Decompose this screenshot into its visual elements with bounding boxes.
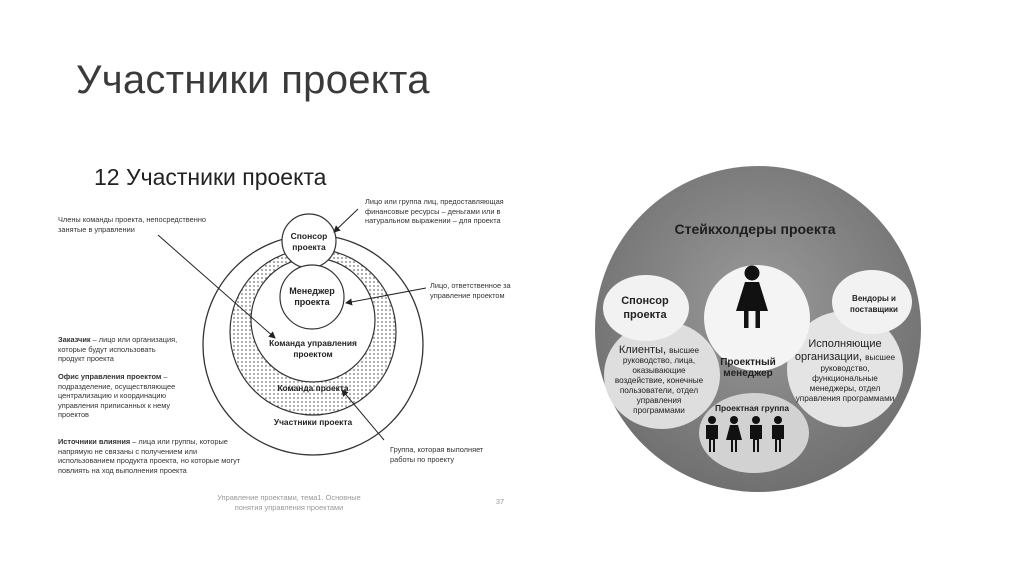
customer-definition [58, 335, 178, 364]
team-management-label: Команда управления проектом [269, 338, 357, 359]
stakeholders-diagram [582, 160, 932, 500]
pmo-definition [58, 372, 180, 420]
left-footer-caption: Управление проектами, тема1. Основные понятия управления проектами [217, 493, 361, 512]
left-diagram-title: 12 Участники проекта [94, 164, 327, 190]
clients-rest: высшее руководство, лица, оказывающие воздействие, конечные пользователи, отдел управления программами [614, 346, 704, 415]
influence-term: Источники влияния [58, 437, 131, 446]
project-manager-label: Проектный менеджер [720, 357, 776, 379]
note-manager: Лицо, ответственное за управление проектом [430, 281, 511, 300]
note-team: Группа, которая выполняет работы по проекту [390, 445, 484, 464]
pmo-def: – подразделение, осуществляющее централизацию и координацию управления приписанных к нему проектов [58, 372, 176, 420]
left-page-number: 37 [495, 497, 505, 506]
slide-title: Участники проекта [76, 58, 430, 102]
pmo-term: Офис управления проектом [58, 372, 162, 381]
sponsor-label: Спонсор проекта [290, 231, 328, 252]
influence-def: – лица или группы, которые напрямую не связаны с получением или использованием продукта проекта, но которые могут повлиять на ход выполнения проекта [58, 437, 241, 475]
stakeholders-title: Стейкхолдеры проекта [674, 221, 836, 237]
note-sponsor: Лицо или группа лиц, предоставляющая финансовые ресурсы – деньгами или в натуральном выражении – для проекта [365, 197, 504, 226]
customer-def: – лицо или организация, которые будут использовать продукт проекта [58, 335, 178, 364]
project-group-label: Проектная группа [714, 403, 790, 413]
vendors-label: Вендоры и поставщики [850, 294, 898, 314]
influence-definition [58, 437, 250, 475]
performers-head: Исполняющие организации, [794, 338, 882, 363]
team-label: Команда проекта [277, 383, 349, 393]
arrow-sponsor [334, 209, 358, 232]
customer-term: Заказчик [58, 335, 91, 344]
performers-text [793, 338, 897, 404]
participants-label: Участники проекта [273, 417, 353, 427]
clients-head: Клиенты, [618, 344, 670, 356]
manager-label: Менеджер проекта [289, 286, 335, 307]
clients-text [611, 345, 707, 416]
note-team-members: Члены команды проекта, непосредственно занятые в управлении [58, 215, 207, 234]
sponsor-label-right: Спонсор проекта [621, 295, 669, 321]
performers-rest: высшее руководство, функциональные менеджеры, отдел управления программами [795, 353, 896, 403]
